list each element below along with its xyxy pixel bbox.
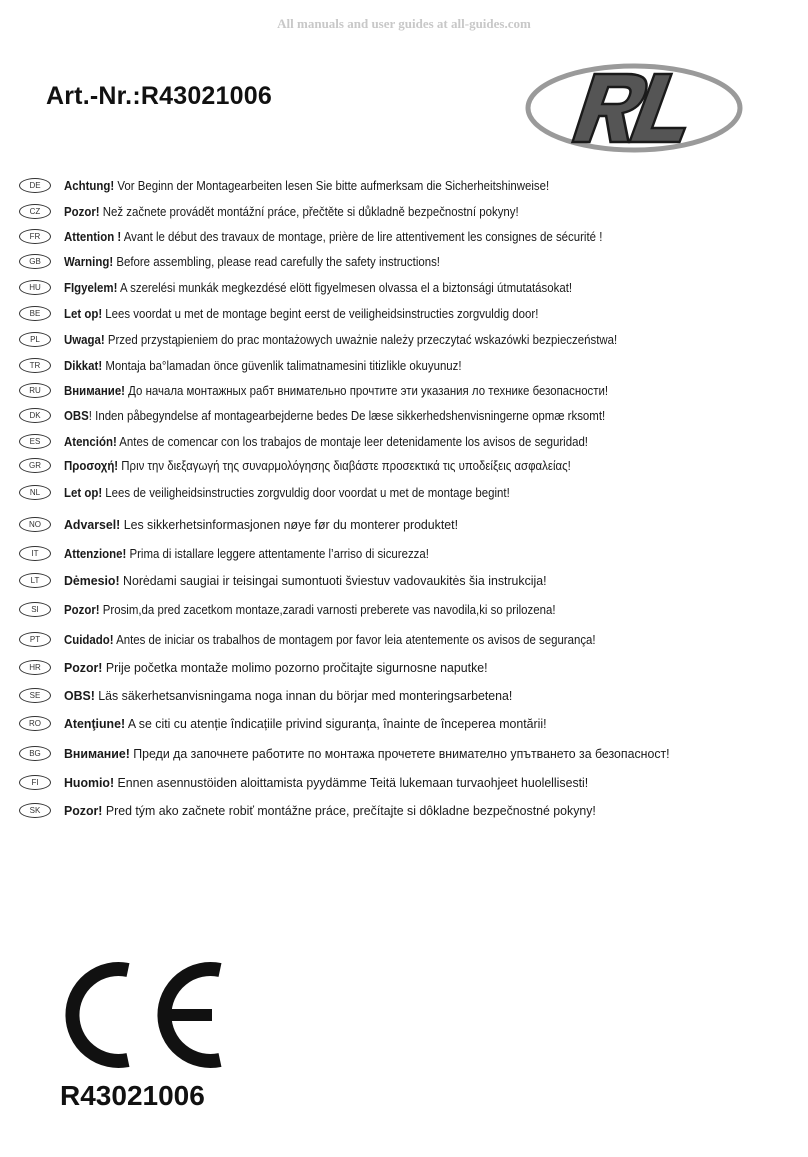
warning-title: Dikkat! [64, 357, 103, 373]
warning-row-bg [19, 743, 701, 763]
ce-conformity-mark-icon [60, 958, 226, 1072]
language-code-badge: SE [19, 688, 51, 703]
warning-title: Pozor! [64, 601, 100, 617]
warning-text [64, 408, 605, 423]
warning-body: Vor Beginn der Montagearbeiten lesen Sie bitte aufmerksam die Sicherheitshinweise! [114, 177, 550, 193]
language-code-badge: SK [19, 803, 51, 818]
warning-body: Πριν την διεξαγωγή της συναρμολόγησης διαβάστε προσεκτικά τις υποδείξεις ασφαλείας! [118, 457, 571, 473]
warning-text [64, 204, 519, 219]
language-code-badge: SI [19, 602, 51, 617]
warning-body: Lees voordat u met de montage begint eerst de veiligheidsinstructies zorgvuldig door! [102, 305, 539, 321]
warning-row-si [19, 599, 623, 619]
warning-title: OBS [64, 407, 89, 423]
warning-text [64, 358, 462, 373]
warning-text [64, 280, 572, 295]
watermark-text: All manuals and user guides at all-guides.com [277, 16, 531, 31]
warning-title: Attenzione! [64, 545, 127, 561]
warning-body: Преди да започнете работите по монтажа прочетете внимателно упътването за безопасност! [129, 745, 670, 761]
warning-text [64, 517, 458, 532]
article-number: Art.-Nr.:R43021006 [46, 82, 272, 110]
warning-text [64, 332, 617, 347]
warning-row-no [19, 514, 479, 534]
language-code-badge: PL [19, 332, 51, 347]
language-code-badge: IT [19, 546, 51, 561]
product-code: R43021006 [60, 1080, 205, 1111]
warning-body: Before assembling, please read carefully the safety instructions! [113, 253, 440, 269]
warning-body: Lees de veiligheidsinstructies zorgvuldig door voordat u met de montage begint! [102, 484, 510, 500]
warning-text [64, 434, 588, 449]
language-code-badge: RO [19, 716, 51, 731]
warning-text [64, 254, 440, 269]
language-code-badge: NL [19, 485, 51, 500]
warning-title: Pozor! [64, 659, 103, 675]
language-code-badge: BG [19, 746, 51, 761]
warning-row-gb [19, 251, 491, 271]
warning-body: A se citi cu atenție îndicațiile privind siguranța, înainte de începerea montării! [125, 715, 547, 731]
warning-text [64, 775, 588, 790]
warning-text [64, 660, 488, 675]
warning-text [64, 716, 547, 731]
warning-body: Než začnete provádět montážní práce, přečtěte si důkladně bezpečnostní pokyny! [99, 203, 519, 219]
warning-row-es [19, 431, 659, 451]
language-code-badge: FI [19, 775, 51, 790]
warning-row-ro [19, 713, 572, 733]
warning-body: Norėdami saugiai ir teisingai sumontuoti šviestuv vadovaukitės šia instrukcija! [119, 572, 547, 588]
warning-row-nl [19, 482, 571, 502]
warning-title: Внимание! [64, 382, 125, 398]
language-code-badge: DE [19, 178, 51, 193]
language-code-badge: GB [19, 254, 51, 269]
warning-row-cz [19, 201, 581, 221]
warning-row-pt [19, 629, 668, 649]
warning-row-ru [19, 380, 682, 400]
warning-row-fi [19, 772, 616, 792]
warning-text [64, 746, 670, 761]
warning-body: Antes de iniciar os trabalhos de montagem por favor leia atentemente os avisos de segurança! [113, 631, 596, 647]
warning-body: Ennen asennustöiden aloittamista pyydämme Teitä lukemaan turvaohjeet huolellisesti! [114, 774, 589, 790]
warning-row-hr [19, 657, 510, 677]
warning-row-se [19, 685, 536, 705]
warning-title: Внимание! [64, 745, 130, 761]
warning-row-pl [19, 329, 693, 349]
warning-row-sk [19, 800, 624, 820]
warning-body: A szerelési munkák megkezdésé elött figyelmesen olvassa el a biztonsági útmutatásokat! [117, 279, 573, 295]
warning-row-de [19, 175, 615, 195]
warning-title: Atenţiune! [64, 715, 126, 731]
warning-title: Atención! [64, 433, 117, 449]
warning-text [64, 383, 608, 398]
language-code-badge: NO [19, 517, 51, 532]
warning-text [64, 458, 571, 473]
warning-body: Antes de comencar con los trabajos de montaje leer detenidamente los avisos de seguridad! [116, 433, 588, 449]
warning-body: Pred tým ako začnete robiť montážne práce, prečítajte si dôkladne bezpečnostné pokyny! [102, 802, 596, 818]
warning-row-tr [19, 355, 516, 375]
warning-title: Attention ! [64, 228, 122, 244]
warning-text [64, 803, 596, 818]
warning-row-hu [19, 277, 641, 297]
warning-title: Cuidado! [64, 631, 114, 647]
warning-body: Les sikkerhetsinformasjonen nøye før du monterer produktet! [120, 516, 459, 532]
language-code-badge: ES [19, 434, 51, 449]
warning-row-dk [19, 405, 679, 425]
language-code-badge: HU [19, 280, 51, 295]
warning-row-lt [19, 570, 572, 590]
warning-body: Avant le début des travaux de montage, prière de lire attentivement les consignes de sécurité ! [121, 228, 603, 244]
warning-body: Prosim,da pred zacetkom montaze,zaradi varnosti preberete vas navodila,ki so prilozena! [99, 601, 556, 617]
warning-body: ! Inden påbegyndelse af montagearbejderne bedes De læse sikkerhedshenvisningerne opmæ rksomt! [88, 407, 606, 423]
warning-title: Achtung! [64, 177, 115, 193]
warning-text [64, 306, 538, 321]
language-code-badge: FR [19, 229, 51, 244]
warning-text [64, 688, 512, 703]
warning-title: Pozor! [64, 802, 103, 818]
warning-row-gr [19, 455, 640, 475]
warning-title: Let op! [64, 305, 103, 321]
warning-title: Advarsel! [64, 516, 121, 532]
language-code-badge: TR [19, 358, 51, 373]
warning-row-fr [19, 226, 676, 246]
warning-text [64, 485, 510, 500]
language-code-badge: BE [19, 306, 51, 321]
warning-title: Let op! [64, 484, 103, 500]
language-code-badge: RU [19, 383, 51, 398]
warning-title: Uwaga! [64, 331, 105, 347]
language-code-badge: GR [19, 458, 51, 473]
warning-body: До начала монтажных рабт внимательно прочтите эти указания ло технике безопасности! [124, 382, 609, 398]
warning-title: Huomio! [64, 774, 115, 790]
warning-body: Prije početka montaže molimo pozorno pročitajte sigurnosne naputke! [102, 659, 488, 675]
language-code-badge: LT [19, 573, 51, 588]
warning-title: FIgyelem! [64, 279, 118, 295]
warning-text [64, 632, 596, 647]
warning-text [64, 546, 429, 561]
language-code-badge: HR [19, 660, 51, 675]
warning-text [64, 602, 556, 617]
warning-text [64, 178, 549, 193]
language-code-badge: CZ [19, 204, 51, 219]
warning-body: Läs säkerhetsanvisningama noga innan du börjar med monteringsarbetena! [94, 687, 513, 703]
warning-title: Warning! [64, 253, 114, 269]
warning-body: Przed przystąpieniem do prac montażowych uważnie należy przeczytać wskazówki bezpieczeństwa! [104, 331, 618, 347]
warning-row-be [19, 303, 603, 323]
warning-text [64, 573, 547, 588]
warning-title: Dėmesio! [64, 572, 120, 588]
warning-title: OBS! [64, 687, 95, 703]
language-code-badge: PT [19, 632, 51, 647]
warning-title: Pozor! [64, 203, 100, 219]
warning-body: Montaja ba°lamadan önce güvenlik talimatnamesini titizlikle okuyunuz! [102, 357, 462, 373]
warning-title: Προσοχή! [64, 457, 119, 473]
language-code-badge: DK [19, 408, 51, 423]
warning-text [64, 229, 602, 244]
warning-body: Prima di istallare leggere attentamente l’arriso di sicurezza! [126, 545, 429, 561]
warning-row-it [19, 543, 479, 563]
